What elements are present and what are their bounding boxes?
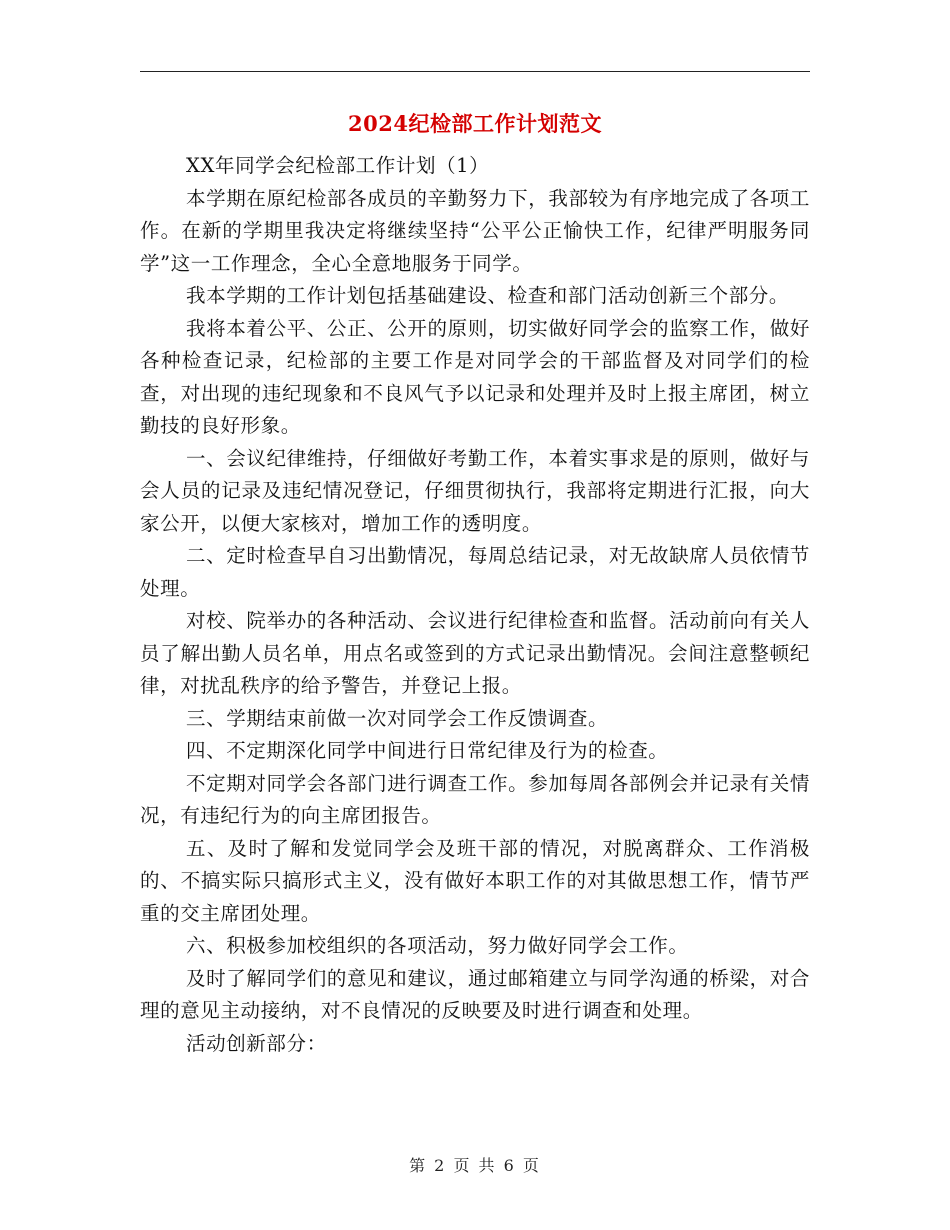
paragraph: 六、积极参加校组织的各项活动，努力做好同学会工作。 (186, 934, 689, 957)
paragraph: XX年同学会纪检部工作计划（1） (186, 154, 490, 177)
paragraph: 我本学期的工作计划包括基础建设、检查和部门活动创新三个部分。 (186, 284, 790, 307)
header-rule (140, 71, 810, 72)
paragraph: 四、不定期深化同学中间进行日常纪律及行为的检查。 (186, 739, 669, 762)
paragraph: 二、定时检查早自习出勤情况，每周总结记录，对无故缺席人员依情节处理。 (140, 544, 810, 600)
paragraph: 我将本着公平、公正、公开的原则，切实做好同学会的监察工作，做好各种检查记录，纪检部的主要工作是对同学会的干部监督及对同学们的检查，对出现的违纪现象和不良风气予以记录和处理并及时上报主席团，树立勤技的良好形象。 (140, 316, 810, 437)
document-title: 2024纪检部工作计划范文 (348, 111, 602, 136)
paragraph: 不定期对同学会各部门进行调查工作。参加每周各部例会并记录有关情况，有违纪行为的向主席团报告。 (140, 771, 810, 827)
page-footer: 第 2 页 共 6 页 (409, 1156, 541, 1175)
paragraph: 一、会议纪律维持，仔细做好考勤工作，本着实事求是的原则，做好与会人员的记录及违纪情况登记，仔细贯彻执行，我部将定期进行汇报，向大家公开，以便大家核对，增加工作的透明度。 (140, 446, 810, 535)
paragraph: 三、学期结束前做一次对同学会工作反馈调查。 (186, 706, 609, 730)
document-body (140, 150, 810, 1060)
paragraph: 本学期在原纪检部各成员的辛勤努力下，我部较为有序地完成了各项工作。在新的学期里我决定将继续坚持“公平公正愉快工作，纪律严明服务同学”这一工作理念，全心全意地服务于同学。 (140, 186, 810, 275)
paragraph: 五、及时了解和发觉同学会及班干部的情况，对脱离群众、工作消极的、不搞实际只搞形式主义，没有做好本职工作的对其做思想工作，情节严重的交主席团处理。 (140, 836, 810, 925)
paragraph: 活动创新部分： (186, 1031, 327, 1055)
paragraph: 对校、院举办的各种活动、会议进行纪律检查和监督。活动前向有关人员了解出勤人员名单，用点名或签到的方式记录出勤情况。会间注意整顿纪律，对扰乱秩序的给予警告，并登记上报。 (140, 609, 810, 697)
paragraph: 及时了解同学们的意见和建议，通过邮箱建立与同学沟通的桥梁，对合理的意见主动接纳，对不良情况的反映要及时进行调查和处理。 (140, 966, 810, 1022)
